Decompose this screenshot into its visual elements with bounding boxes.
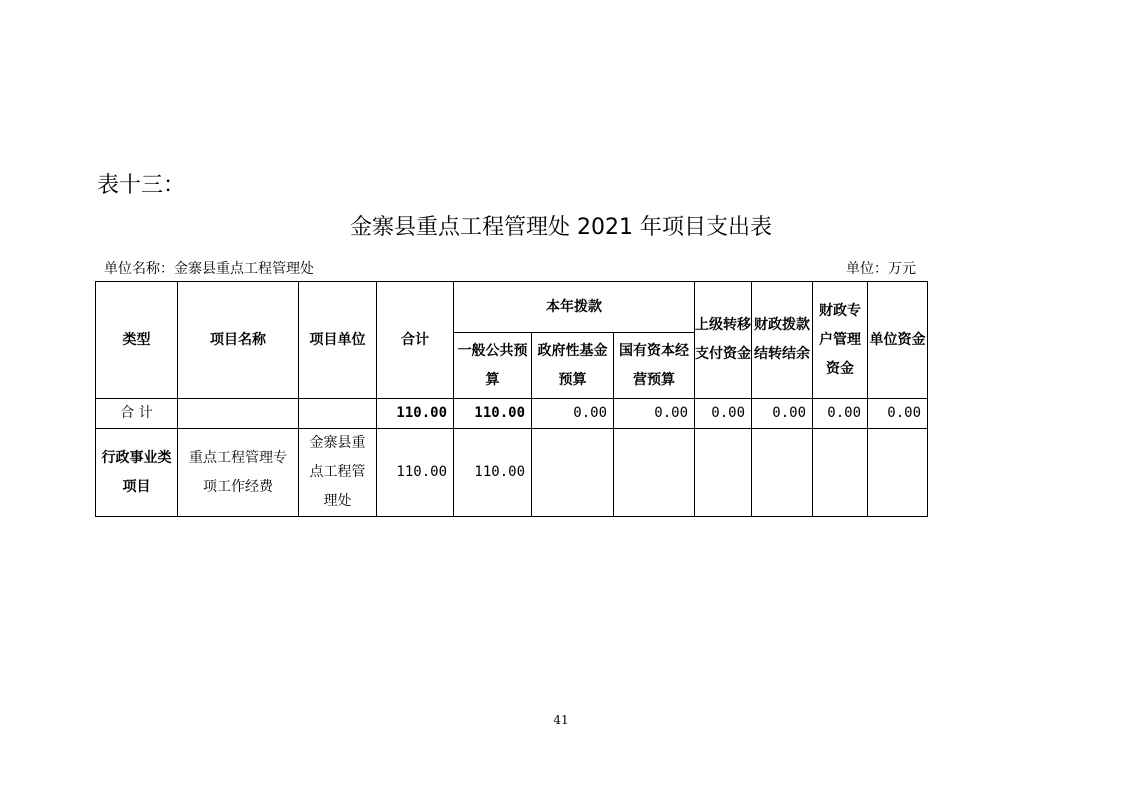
- row-project-name: 重点工程管理专项工作经费: [178, 429, 299, 517]
- total-general-budget: 110.00: [454, 399, 532, 429]
- unit-name-label: 单位名称：金寨县重点工程管理处: [104, 261, 314, 277]
- total-carryover: 0.00: [752, 399, 813, 429]
- header-type: 类型: [96, 282, 178, 399]
- total-unit-fund: 0.00: [868, 399, 928, 429]
- row-general-budget: 110.00: [454, 429, 532, 517]
- header-project-name: 项目名称: [178, 282, 299, 399]
- row-special-fund: [813, 429, 868, 517]
- total-label: 合 计: [96, 399, 178, 429]
- currency-unit-label: 单位：万元: [846, 261, 916, 277]
- header-project-unit: 项目单位: [299, 282, 377, 399]
- row-state-capital: [614, 429, 695, 517]
- header-unit-fund: 单位资金: [868, 282, 928, 399]
- document-title: 金寨县重点工程管理处 2021 年项目支出表: [350, 215, 772, 240]
- total-total: 110.00: [377, 399, 454, 429]
- header-allocation-group: 本年拨款: [454, 282, 695, 333]
- header-state-capital: 国有资本经营预算: [614, 333, 695, 399]
- row-project-unit: 金寨县重点工程管理处: [299, 429, 377, 517]
- header-special-fund: 财政专户管理资金: [813, 282, 868, 399]
- total-row: [96, 399, 928, 429]
- table-row: [96, 429, 928, 517]
- page-number: 41: [553, 713, 569, 727]
- row-fund-budget: [532, 429, 614, 517]
- row-unit-fund: [868, 429, 928, 517]
- total-empty-cell: [178, 399, 299, 429]
- total-empty-cell: [299, 399, 377, 429]
- total-transfer: 0.00: [695, 399, 752, 429]
- row-transfer: [695, 429, 752, 517]
- header-transfer: 上级转移支付资金: [695, 282, 752, 399]
- header-general-budget: 一般公共预算: [454, 333, 532, 399]
- project-expenditure-table: [95, 281, 928, 517]
- table-label: 表十三：: [97, 173, 186, 198]
- total-state-capital: 0.00: [614, 399, 695, 429]
- total-fund-budget: 0.00: [532, 399, 614, 429]
- row-total: 110.00: [377, 429, 454, 517]
- header-carryover: 财政拨款结转结余: [752, 282, 813, 399]
- header-fund-budget: 政府性基金预算: [532, 333, 614, 399]
- header-total: 合计: [377, 282, 454, 399]
- row-type: 行政事业类项目: [96, 429, 178, 517]
- row-carryover: [752, 429, 813, 517]
- total-special-fund: 0.00: [813, 399, 868, 429]
